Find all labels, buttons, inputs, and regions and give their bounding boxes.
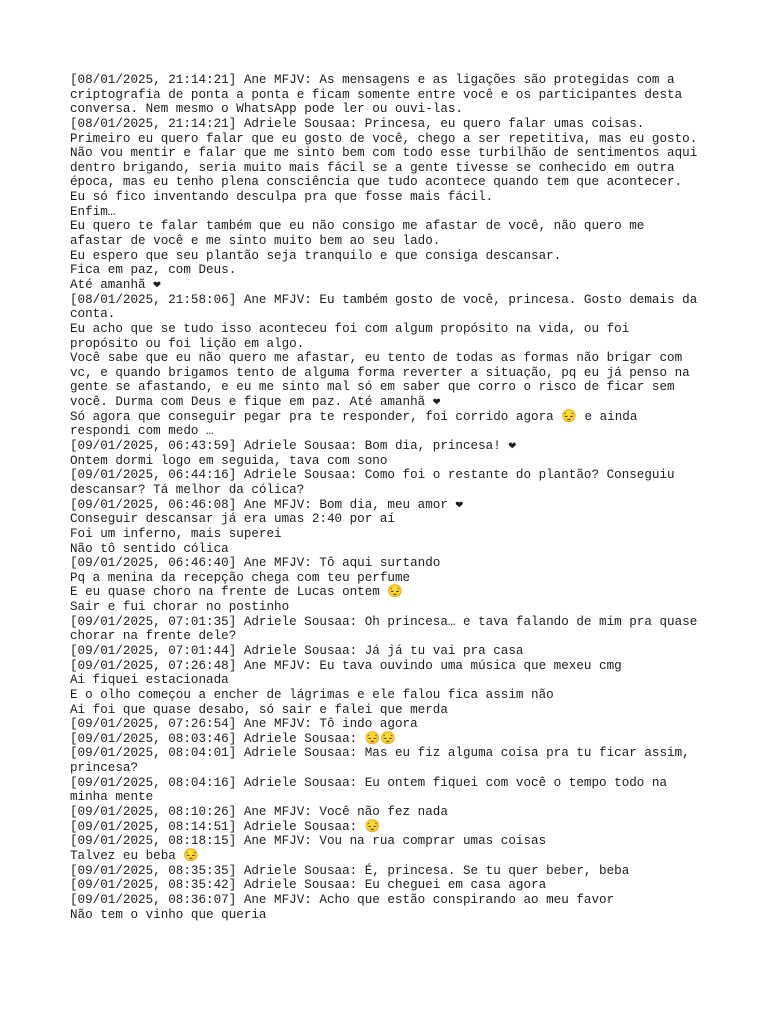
transcript-line: [09/01/2025, 08:04:01] Adriele Sousaa: Mas eu fiz alguma coisa pra tu ficar assim, xyxy=(70,746,690,761)
transcript-line: [08/01/2025, 21:14:21] Adriele Sousaa: Princesa, eu quero falar umas coisas. xyxy=(70,116,645,131)
transcript-line: E eu quase choro na frente de Lucas ontem 😔 xyxy=(70,585,404,600)
chat-transcript xyxy=(70,73,710,922)
transcript-line: Não tem o vinho que queria xyxy=(70,907,267,922)
transcript-line: Ontem dormi logo em seguida, tava com sono xyxy=(70,453,388,468)
transcript-line: Primeiro eu quero falar que eu gosto de você, chego a ser repetitiva, mas eu gosto. xyxy=(70,131,698,146)
transcript-line: conversa. Nem mesmo o WhatsApp pode ler ou ouvi-las. xyxy=(70,102,463,117)
transcript-line: Pq a menina da recepção chega com teu perfume xyxy=(70,570,411,585)
transcript-line: [09/01/2025, 08:04:16] Adriele Sousaa: Eu ontem fiquei com você o tempo todo na xyxy=(70,775,668,790)
transcript-line: descansar? Tá melhor da cólica? xyxy=(70,482,305,497)
transcript-line: [08/01/2025, 21:58:06] Ane MFJV: Eu também gosto de você, princesa. Gosto demais da xyxy=(70,292,698,307)
transcript-line: [09/01/2025, 08:14:51] Adriele Sousaa: 😔 xyxy=(70,819,381,834)
transcript-line: Enfim… xyxy=(70,204,116,219)
transcript-line: época, mas eu tenho plena consciência que tudo acontece quando tem que acontecer. xyxy=(70,175,683,190)
transcript-line: [09/01/2025, 08:35:42] Adriele Sousaa: Eu cheguei em casa agora xyxy=(70,878,547,893)
transcript-line: [09/01/2025, 06:43:59] Adriele Sousaa: Bom dia, princesa! ❤ xyxy=(70,439,516,454)
transcript-line: chorar na frente dele? xyxy=(70,629,237,644)
transcript-line: [09/01/2025, 06:46:08] Ane MFJV: Bom dia, meu amor ❤ xyxy=(70,497,464,512)
transcript-line: Até amanhã ❤ xyxy=(70,277,161,292)
transcript-line: dentro brigando, seria muito mais fácil se a gente tivesse se conhecido em outra xyxy=(70,160,675,175)
transcript-line: você. Durma com Deus e fique em paz. Até amanhã ❤ xyxy=(70,395,441,410)
transcript-line: [09/01/2025, 06:44:16] Adriele Sousaa: Como foi o restante do plantão? Conseguiu xyxy=(70,468,675,483)
transcript-line: Só agora que conseguir pegar pra te responder, foi corrido agora 😔 e ainda xyxy=(70,409,638,424)
transcript-line: [09/01/2025, 07:01:35] Adriele Sousaa: Oh princesa… e tava falando de mim pra quase xyxy=(70,614,698,629)
transcript-line: Talvez eu beba 😔 xyxy=(70,848,200,863)
transcript-line: minha mente xyxy=(70,790,154,805)
transcript-line: criptografia de ponta a ponta e ficam somente entre você e os participantes desta xyxy=(70,87,683,102)
transcript-line: Eu acho que se tudo isso aconteceu foi com algum propósito na vida, ou foi xyxy=(70,321,630,336)
transcript-line: E o olho começou a encher de lágrimas e ele falou fica assim não xyxy=(70,687,554,702)
transcript-line: [09/01/2025, 07:26:54] Ane MFJV: Tô indo agora xyxy=(70,717,418,732)
transcript-line: Não vou mentir e falar que me sinto bem com todo esse turbilhão de sentimentos aqui xyxy=(70,146,698,161)
transcript-line: [08/01/2025, 21:14:21] Ane MFJV: As mensagens e as ligações são protegidas com a xyxy=(70,73,675,87)
transcript-line: Eu espero que seu plantão seja tranquilo e que consiga descansar. xyxy=(70,248,562,263)
transcript-line: Você sabe que eu não quero me afastar, eu tento de todas as formas não brigar com xyxy=(70,351,683,366)
transcript-line: Conseguir descansar já era umas 2:40 por aí xyxy=(70,512,395,527)
transcript-line: vc, e quando brigamos tento de alguma forma reverter a situação, pq eu já penso na xyxy=(70,365,690,380)
transcript-line: Foi um inferno, mais superei xyxy=(70,526,282,541)
transcript-line: [09/01/2025, 07:01:44] Adriele Sousaa: Já já tu vai pra casa xyxy=(70,643,524,658)
transcript-line: respondi com medo … xyxy=(70,424,214,439)
transcript-line: [09/01/2025, 08:10:26] Ane MFJV: Você não fez nada xyxy=(70,805,448,820)
transcript-line: [09/01/2025, 08:18:15] Ane MFJV: Vou na rua comprar umas coisas xyxy=(70,834,547,849)
transcript-line: [09/01/2025, 07:26:48] Ane MFJV: Eu tava ouvindo uma música que mexeu cmg xyxy=(70,658,622,673)
transcript-line: conta. xyxy=(70,307,116,322)
transcript-line: Fica em paz, com Deus. xyxy=(70,263,237,278)
transcript-line: princesa? xyxy=(70,761,139,776)
transcript-line: [09/01/2025, 08:36:07] Ane MFJV: Acho que estão conspirando ao meu favor xyxy=(70,892,615,907)
transcript-line: propósito ou foi lição em algo. xyxy=(70,336,305,351)
transcript-line: [09/01/2025, 06:46:40] Ane MFJV: Tô aqui surtando xyxy=(70,556,441,571)
transcript-line: Ai foi que quase desabo, só sair e falei que merda xyxy=(70,702,448,717)
transcript-line: Não tô sentido cólica xyxy=(70,541,229,556)
transcript-line: Eu quero te falar também que eu não consigo me afastar de você, não quero me xyxy=(70,219,645,234)
transcript-line: gente se afastando, e eu me sinto mal só em saber que corro o risco de ficar sem xyxy=(70,380,675,395)
transcript-line: afastar de você e me sinto muito bem ao seu lado. xyxy=(70,234,441,249)
transcript-line: [09/01/2025, 08:35:35] Adriele Sousaa: É, princesa. Se tu quer beber, beba xyxy=(70,863,630,878)
transcript-line: Ai fiquei estacionada xyxy=(70,673,229,688)
transcript-line: Sair e fui chorar no postinho xyxy=(70,600,290,615)
transcript-line: Eu só fico inventando desculpa pra que fosse mais fácil. xyxy=(70,190,494,205)
transcript-line: [09/01/2025, 08:03:46] Adriele Sousaa: 😔😔 xyxy=(70,731,397,746)
